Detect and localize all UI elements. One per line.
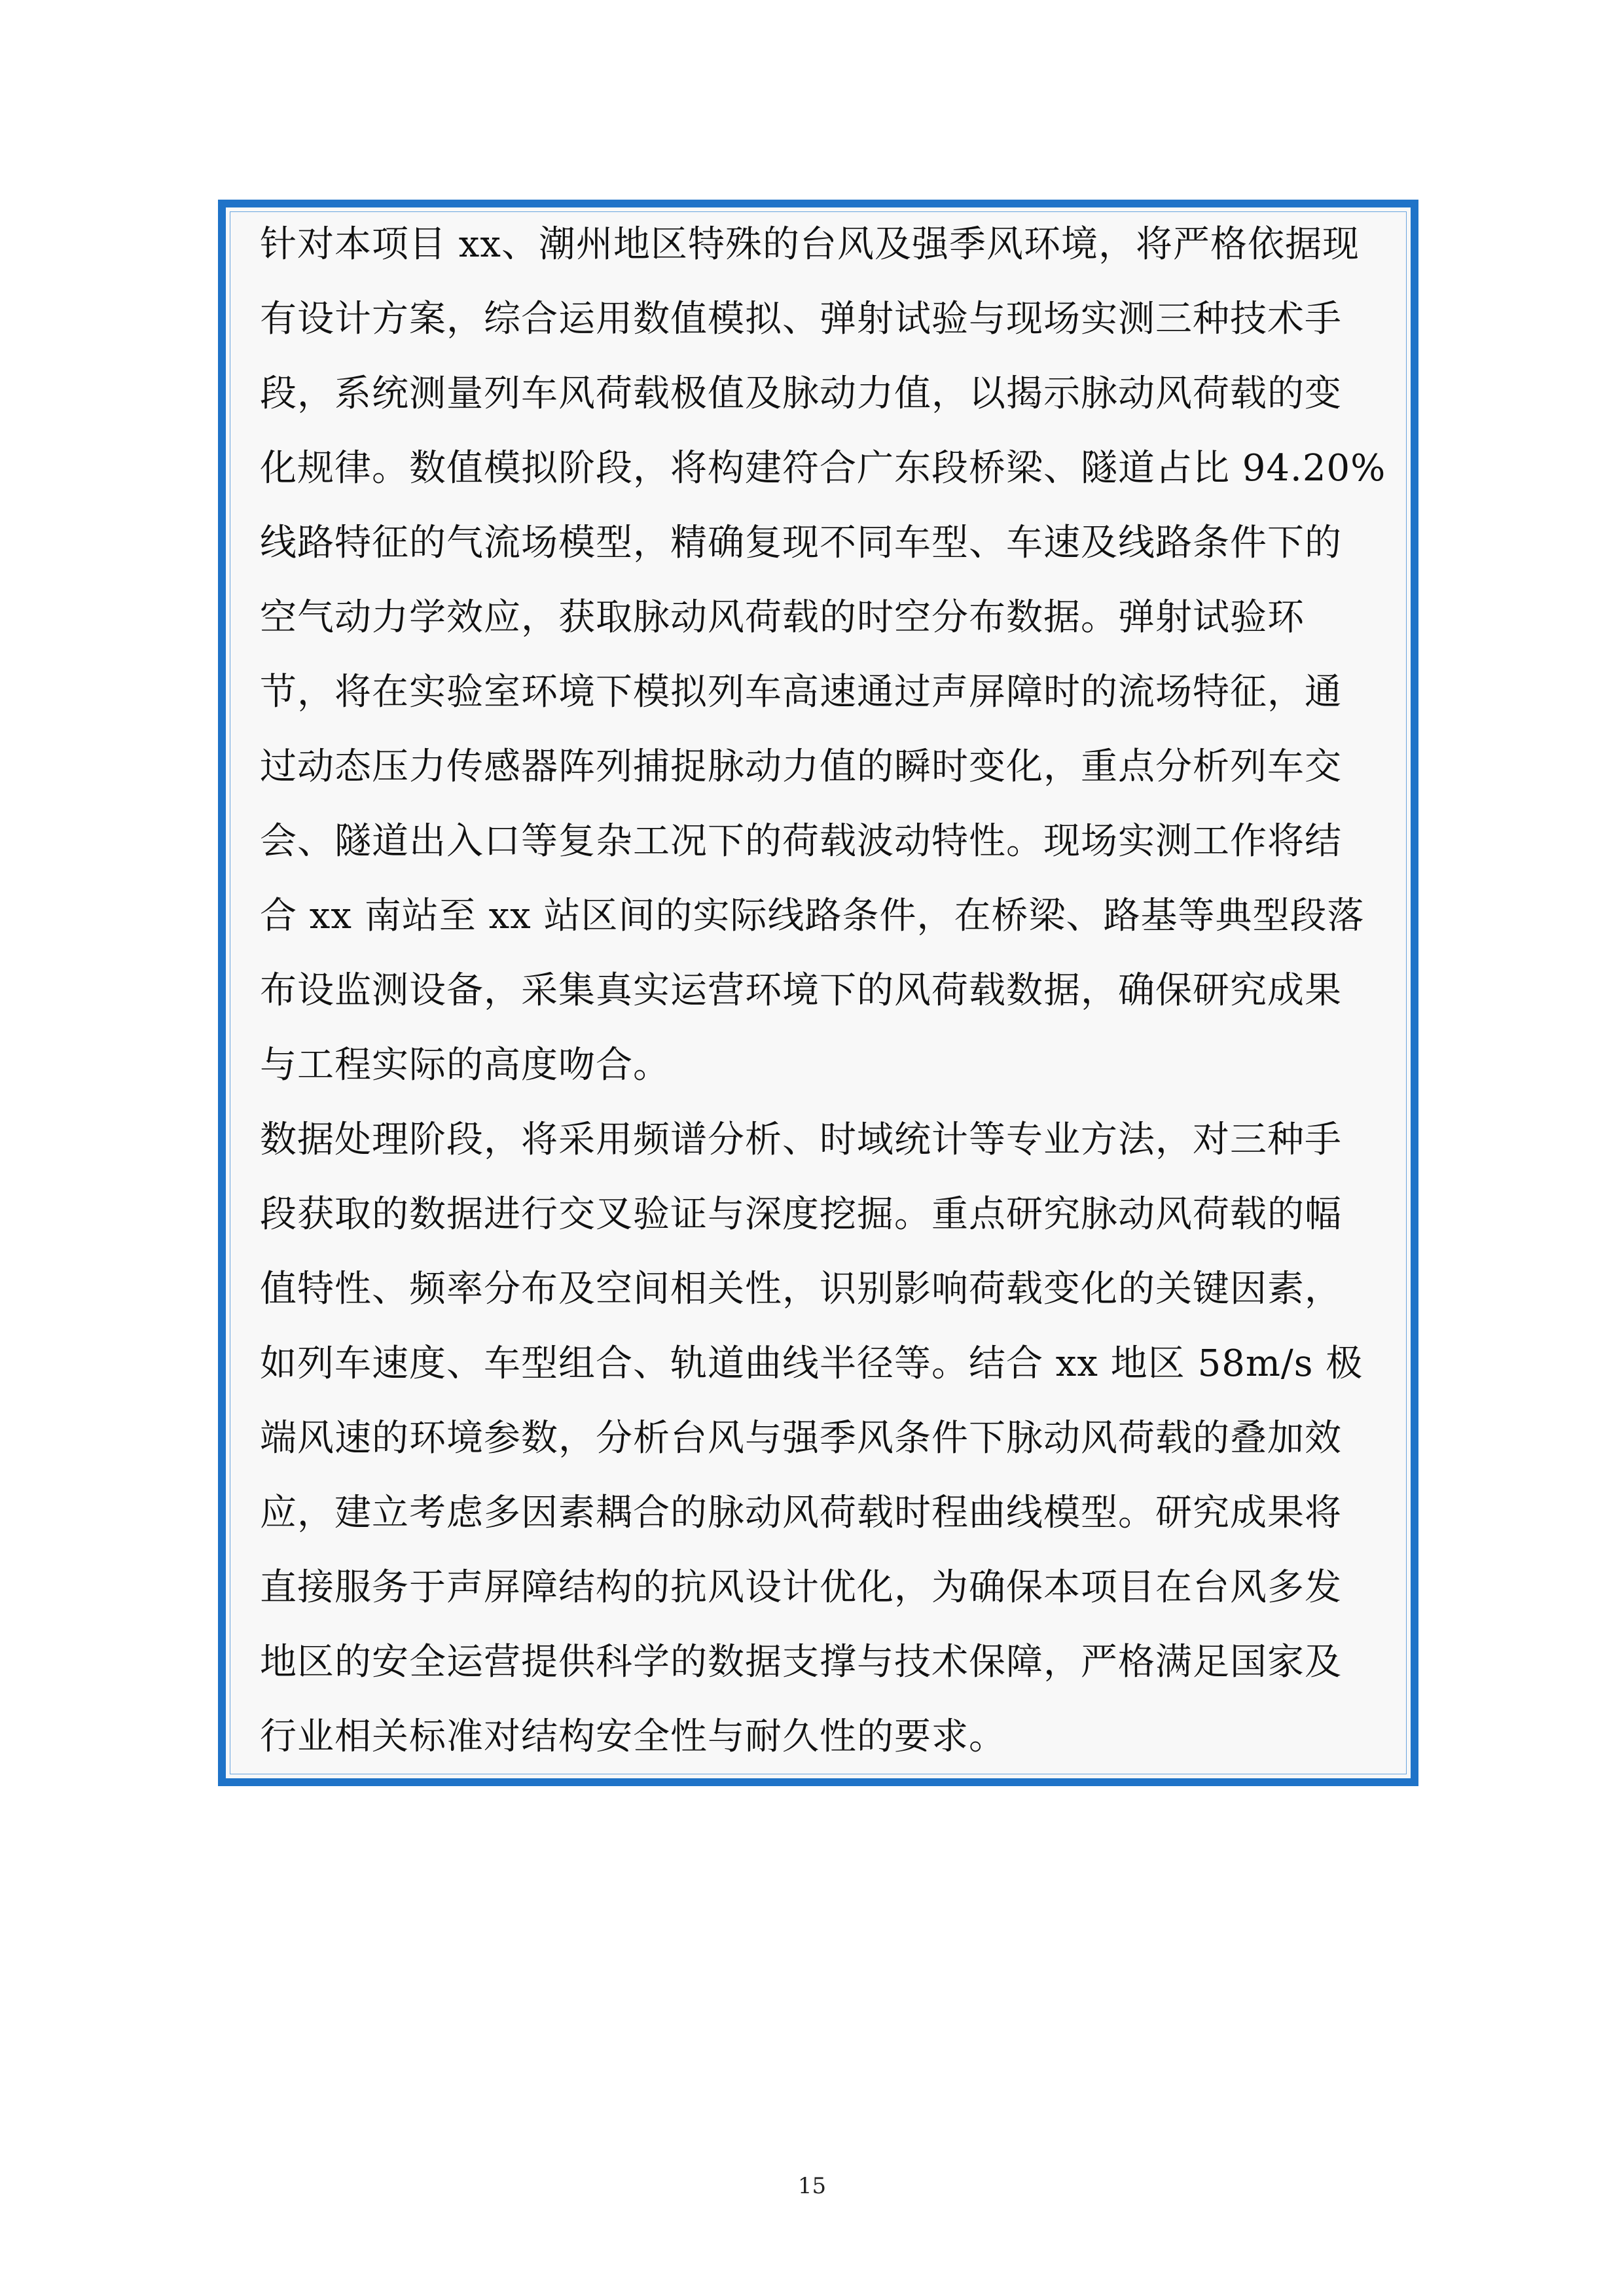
body-line: 空气动力学效应，获取脉动风荷载的时空分布数据。弹射试验环 [260,596,1305,639]
body-line: 化规律。数值模拟阶段，将构建符合广东段桥梁、隧道占比 94.20% [260,447,1386,490]
body-line: 布设监测设备，采集真实运营环境下的风荷载数据，确保研究成果 [260,969,1342,1012]
body-line: 合 xx 南站至 xx 站区间的实际线路条件，在桥梁、路基等典型段落 [260,895,1365,937]
body-line: 针对本项目 xx、潮州地区特殊的台风及强季风环境，将严格依据现 [260,223,1360,266]
body-line: 段获取的数据进行交叉验证与深度挖掘。重点研究脉动风荷载的幅 [260,1193,1342,1236]
bordered-text-box [218,200,1418,1786]
body-line: 有设计方案，综合运用数值模拟、弹射试验与现场实测三种技术手 [260,298,1342,340]
body-line: 值特性、频率分布及空间相关性，识别影响荷载变化的关键因素， [260,1268,1342,1310]
body-line: 会、隧道出入口等复杂工况下的荷载波动特性。现场实测工作将结 [260,820,1342,863]
body-line: 与工程实际的高度吻合。 [260,1044,670,1086]
body-line: 线路特征的气流场模型，精确复现不同车型、车速及线路条件下的 [260,522,1342,564]
body-line: 节，将在实验室环境下模拟列车高速通过声屏障时的流场特征，通 [260,671,1342,713]
body-line: 段，系统测量列车风荷载极值及脉动力值，以揭示脉动风荷载的变 [260,372,1342,415]
body-line: 直接服务于声屏障结构的抗风设计优化，为确保本项目在台风多发 [260,1566,1342,1609]
body-line: 端风速的环境参数，分析台风与强季风条件下脉动风荷载的叠加效 [260,1417,1342,1460]
body-line: 应，建立考虑多因素耦合的脉动风荷载时程曲线模型。研究成果将 [260,1492,1342,1534]
body-line: 数据处理阶段，将采用频谱分析、时域统计等专业方法，对三种手 [260,1119,1342,1161]
page-number: 15 [797,2173,827,2199]
body-line: 如列车速度、车型组合、轨道曲线半径等。结合 xx 地区 58m/s 极 [260,1342,1363,1385]
body-line: 地区的安全运营提供科学的数据支撑与技术保障，严格满足国家及 [260,1641,1342,1683]
body-line: 过动态压力传感器阵列捕捉脉动力值的瞬时变化，重点分析列车交 [260,745,1342,788]
body-line: 行业相关标准对结构安全性与耐久性的要求。 [260,1715,1006,1758]
